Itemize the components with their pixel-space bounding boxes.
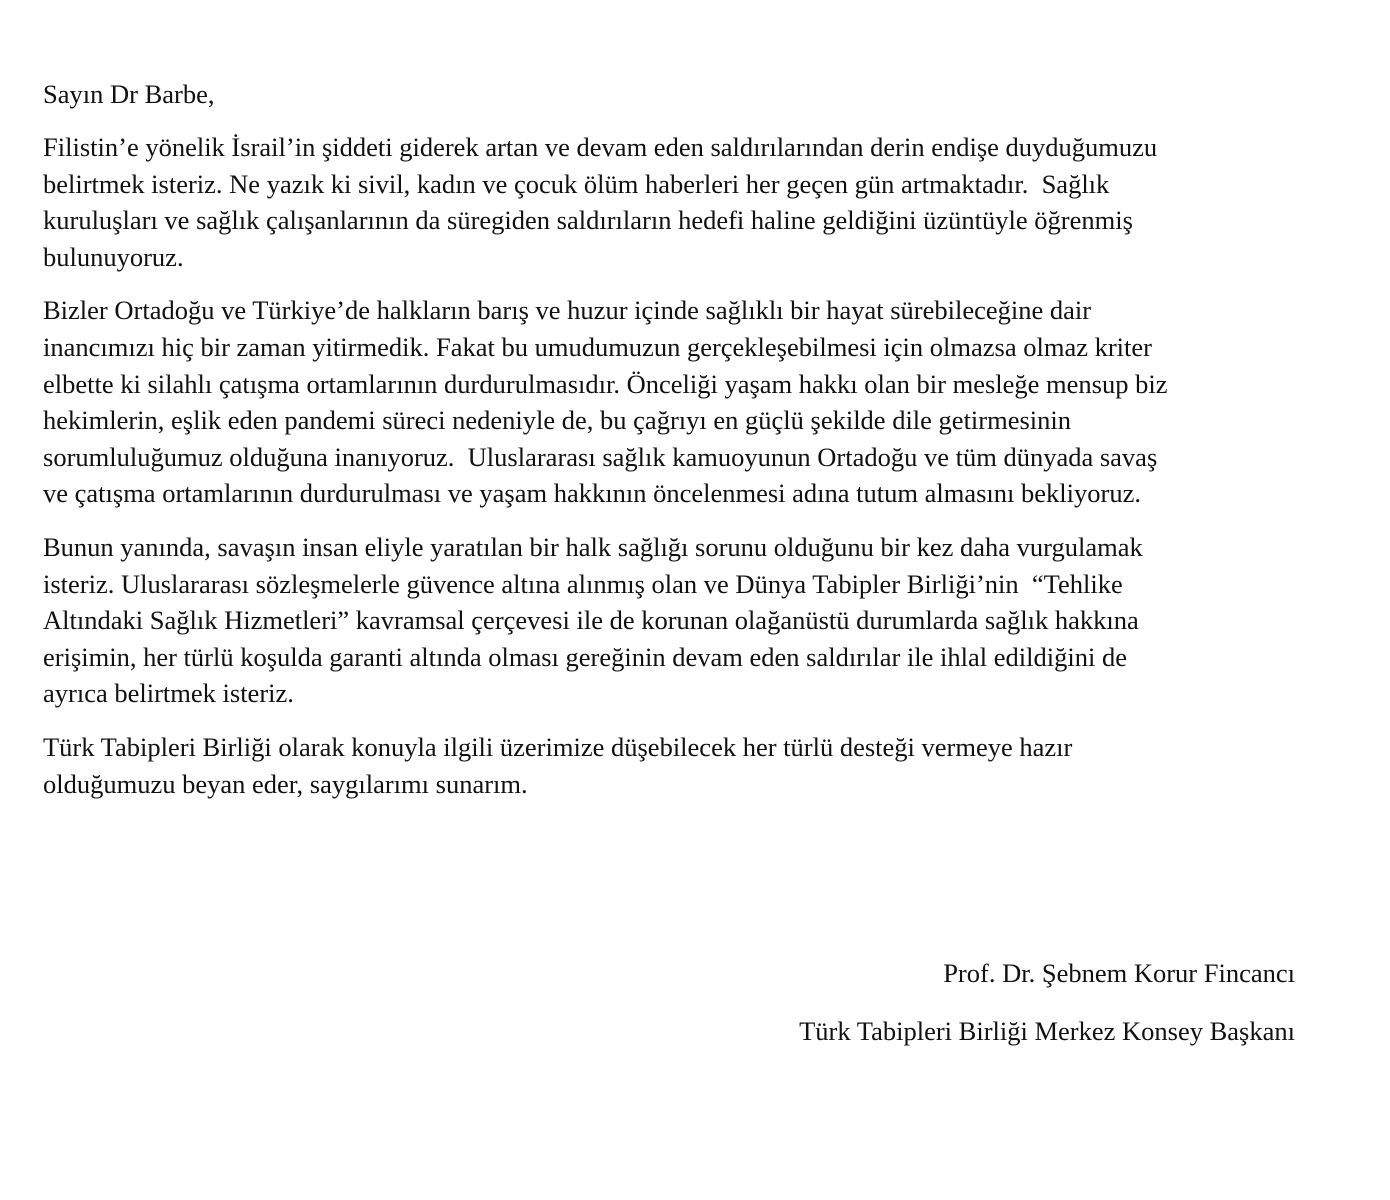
paragraph-2 — [43, 292, 1343, 512]
paragraph-line: olduğumuzu beyan eder, saygılarımı sunarım. — [43, 768, 528, 799]
paragraph-line: elbette ki silahlı çatışma ortamlarının durdurulmasıdır. Önceliği yaşam hakkı olan bir mesleğe mensup biz — [43, 368, 1168, 399]
paragraph-line: inancımızı hiç bir zaman yitirmedik. Fakat bu umudumuzun gerçekleşebilmesi için olmazsa olmaz kriter — [43, 331, 1152, 362]
paragraph-line: erişimin, her türlü koşulda garanti altında olması gereğinin devam eden saldırılar ile ihlal edildiğini de — [43, 641, 1127, 672]
paragraph-line: kuruluşları ve sağlık çalışanlarının da süregiden saldırıların hedefi haline geldiğini üzüntüyle öğrenmiş — [43, 205, 1133, 236]
paragraph-line: ve çatışma ortamlarının durdurulması ve yaşam hakkının öncelenmesi adına tutum almasını bekliyoruz. — [43, 478, 1141, 509]
paragraph-line: bulunuyoruz. — [43, 241, 184, 272]
letter-body — [43, 76, 1343, 819]
signatory-title: Türk Tabipleri Birliği Merkez Konsey Başkanı — [799, 1016, 1295, 1046]
paragraph-line: ayrıca belirtmek isteriz. — [43, 678, 294, 709]
paragraph-3 — [43, 529, 1343, 712]
paragraph-line: sorumluluğumuz olduğuna inanıyoruz. Uluslararası sağlık kamuoyunun Ortadoğu ve tüm dünyada savaş — [43, 441, 1158, 472]
paragraph-line: Bizler Ortadoğu ve Türkiye’de halkların barış ve huzur içinde sağlıklı bir hayat sürebileceğine dair — [43, 295, 1092, 326]
paragraph-line: Bunun yanında, savaşın insan eliyle yaratılan bir halk sağlığı sorunu olduğunu bir kez daha vurgulamak — [43, 531, 1143, 562]
paragraph-line: Filistin’e yönelik İsrail’in şiddeti giderek artan ve devam eden saldırılarından derin endişe duyduğumuzu — [43, 132, 1158, 162]
paragraph-1 — [43, 129, 1343, 275]
paragraph-4 — [43, 729, 1343, 802]
paragraph-line: Türk Tabipleri Birliği olarak konuyla ilgili üzerimize düşebilecek her türlü desteği vermeye hazır — [43, 731, 1073, 762]
signature-block — [799, 955, 1295, 1049]
paragraph-line: hekimlerin, eşlik eden pandemi süreci nedeniyle de, bu çağrıyı en güçlü şekilde dile getirmesinin — [43, 405, 1072, 436]
paragraph-line: Altındaki Sağlık Hizmetleri” kavramsal çerçevesi ile de korunan olağanüstü durumlarda sağlık hakkına — [43, 605, 1139, 636]
paragraph-line: belirtmek isteriz. Ne yazık ki sivil, kadın ve çocuk ölüm haberleri her geçen gün artmaktadır. Sağlık — [43, 168, 1110, 199]
paragraph-line: isteriz. Uluslararası sözleşmelerle güvence altına alınmış olan ve Dünya Tabipler Birliği’nin “Tehlike — [43, 568, 1123, 599]
salutation: Sayın Dr Barbe, — [43, 79, 215, 109]
signatory-name: Prof. Dr. Şebnem Korur Fincancı — [943, 958, 1295, 988]
